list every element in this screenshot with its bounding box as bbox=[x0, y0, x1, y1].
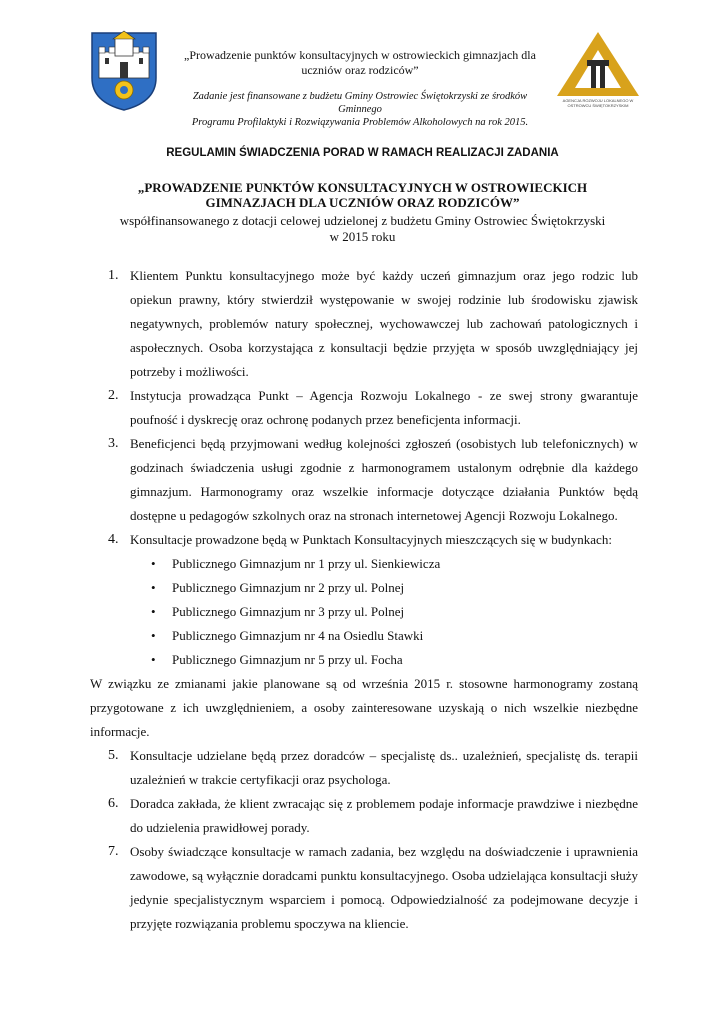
header-note-line-2: Programu Profilaktyki i Rozwiązywania Problemów Alkoholowych na rok 2015. bbox=[191, 117, 529, 128]
item-number: 4. bbox=[108, 532, 119, 547]
bullet-item: • Publicznego Gimnazjum nr 2 przy ul. Polnej bbox=[90, 576, 638, 600]
header-funding-note bbox=[170, 90, 550, 129]
list-item bbox=[90, 384, 638, 432]
item-number: 1. bbox=[108, 268, 119, 283]
list-item bbox=[90, 840, 638, 936]
school-locations-list bbox=[90, 552, 638, 672]
header-title-line-1: „Prowadzenie punktów konsultacyjnych w ostrowieckich gimnazjach dla bbox=[184, 48, 536, 62]
item-text: Instytucja prowadząca Punkt – Agencja Rozwoju Lokalnego - ze swej strony gwarantuje poufność i dyskrecję oraz ochronę podanych przez beneficjenta informacji. bbox=[130, 388, 638, 427]
subtitle-line-2: w 2015 roku bbox=[329, 229, 396, 244]
list-item bbox=[90, 264, 638, 384]
bullet-item: • Publicznego Gimnazjum nr 4 na Osiedlu Stawki bbox=[90, 624, 638, 648]
document-body bbox=[90, 264, 638, 936]
item-number: 6. bbox=[108, 796, 119, 811]
task-title bbox=[110, 180, 615, 210]
municipal-crest-logo bbox=[89, 30, 159, 112]
item-text: Osoby świadczące konsultacje w ramach zadania, bez względu na doświadczenie i uprawnienia zawodowe, są wyłącznie doradcami punktu konsultacyjnego. Osoba udzielająca konsultacji służy jedynie specjalistycznym wsparciem i pomocą. Odpowiedzialność za podejmowane decyzje i przyjęte rozwiązania problemu spoczywa na kliencie. bbox=[130, 844, 638, 931]
agency-logo bbox=[553, 30, 643, 125]
numbered-list bbox=[90, 264, 638, 552]
item-text: Konsultacje prowadzone będą w Punktach Konsultacyjnych mieszczących się w budynkach: bbox=[130, 532, 612, 547]
task-title-line-2: GIMNAZJACH DLA UCZNIÓW ORAZ RODZICÓW” bbox=[205, 195, 520, 210]
cofinancing-subtitle bbox=[90, 213, 635, 245]
item-number: 2. bbox=[108, 388, 119, 403]
schedule-change-paragraph: W związku ze zmianami jakie planowane są od września 2015 r. stosowne harmonogramy zostaną przygotowane z ich uwzględnieniem, a osoby zainteresowane uzyskają o nich wszelkie niezbędne informacje. bbox=[90, 676, 638, 739]
bullet-item: • Publicznego Gimnazjum nr 1 przy ul. Sienkiewicza bbox=[90, 552, 638, 576]
item-text: Doradca zakłada, że klient zwracając się z problemem podaje informacje prawdziwe i niezbędne do udzielenia prawidłowej porady. bbox=[130, 796, 638, 835]
bullet-item: • Publicznego Gimnazjum nr 5 przy ul. Focha bbox=[90, 648, 638, 672]
item-text: Konsultacje udzielane będą przez doradców – specjalistę ds.. uzależnień, specjalistę ds. terapii uzależnień w trakcie certyfikacji oraz psychologa. bbox=[130, 748, 638, 787]
header-note-line-1: Zadanie jest finansowane z budżetu Gminy Ostrowiec Świętokrzyski ze środków Gminnego bbox=[192, 91, 528, 115]
list-item bbox=[90, 792, 638, 840]
item-text: Beneficjenci będą przyjmowani według kolejności zgłoszeń (osobistych lub telefonicznych) w godzinach świadczenia usługi zgodnie z harmonogramem ustalonym odrębnie dla każdego gimnazjum. Harmonogramy oraz wszelkie informacje dotyczące działania Punktów będą dostępne u pedagogów szkolnych oraz na stronach internetowej Agencji Rozwoju Lokalnego. bbox=[130, 436, 638, 523]
numbered-list-continued bbox=[90, 744, 638, 936]
item-number: 5. bbox=[108, 748, 119, 763]
list-item bbox=[90, 744, 638, 792]
item-number: 3. bbox=[108, 436, 119, 451]
list-item bbox=[90, 528, 638, 552]
agency-logo-caption: AGENCJA ROZWOJU LOKALNEGO W OSTROWCU ŚWIĘTOKRZYSKIM bbox=[562, 98, 634, 108]
item-text: Klientem Punktu konsultacyjnego może być każdy uczeń gimnazjum oraz jego rodzic lub opiekun prawny, który stwierdził występowanie w swojej rodzinie lub środowisku zjawisk negatywnych, problemów natury społecznej, wychowawczej lub zachowań patologicznych i aspołecznych. Osoba korzystająca z konsultacji będzie przyjęta w sposób uwzględniający jej potrzeby i możliwości. bbox=[130, 268, 638, 379]
header-title-line-2: uczniów oraz rodziców” bbox=[301, 63, 419, 77]
header-title bbox=[170, 48, 550, 78]
list-item bbox=[90, 432, 638, 528]
subtitle-line-1: współfinansowanego z dotacji celowej udzielonej z budżetu Gminy Ostrowiec Świętokrzyski bbox=[119, 213, 606, 228]
task-title-line-1: „PROWADZENIE PUNKTÓW KONSULTACYJNYCH W OSTROWIECKICH bbox=[137, 180, 588, 195]
item-number: 7. bbox=[108, 844, 119, 859]
bullet-item: • Publicznego Gimnazjum nr 3 przy ul. Polnej bbox=[90, 600, 638, 624]
regulation-title: REGULAMIN ŚWIADCZENIA PORAD W RAMACH REALIZACJI ZADANIA bbox=[166, 147, 559, 159]
